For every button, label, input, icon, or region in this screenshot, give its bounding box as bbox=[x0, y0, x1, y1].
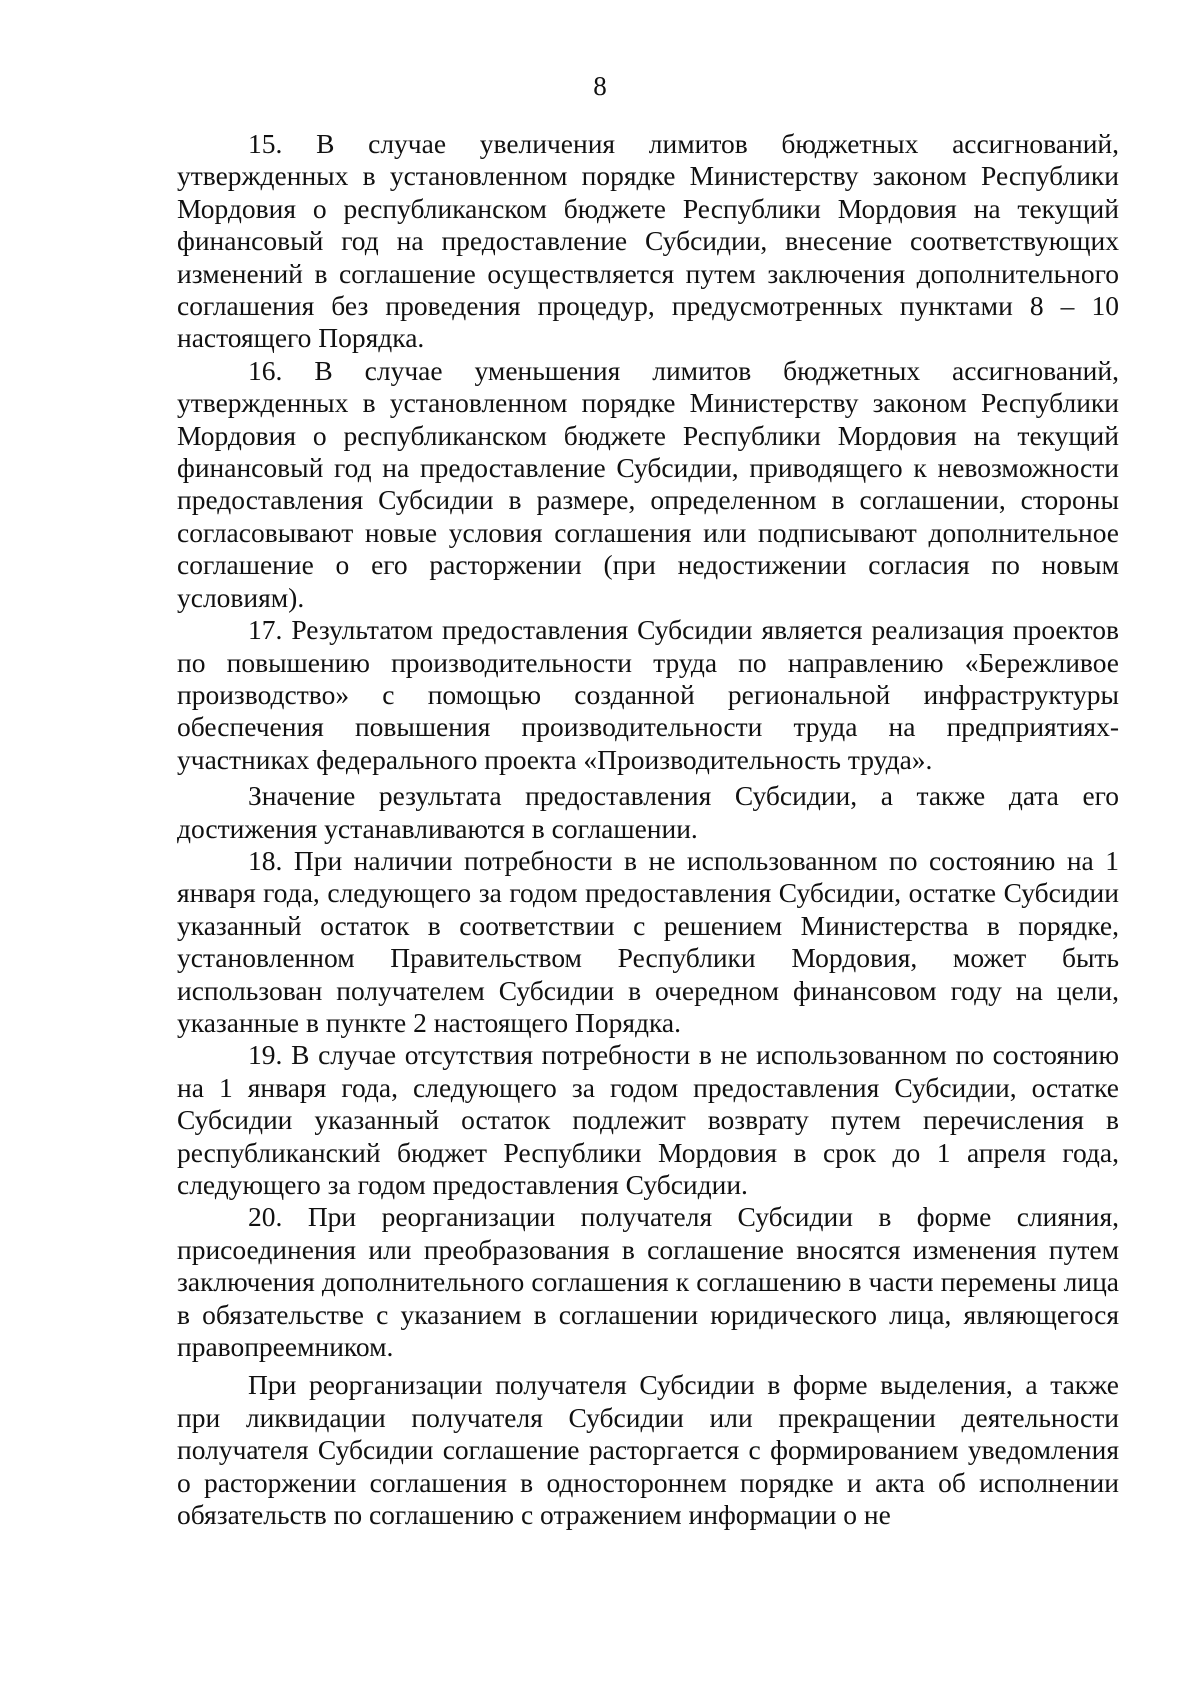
paragraph-16: 16. В случае уменьшения лимитов бюджетных ассигнований, утвержденных в установленном порядке Министерству законом Республики Мордовия о республиканском бюджете Республики Мордовия на текущий финансовый год на предоставление Субсидии, приводящего к невозможности предоставления Субсидии в размере, определенном в соглашении, стороны согласовывают новые условия соглашения или подписывают дополнительное соглашение о его расторжении (при недостижении согласия по новым условиям). bbox=[177, 354, 1119, 613]
paragraph-18: 18. При наличии потребности в не использованном по состоянию на 1 января года, следующего за годом предоставления Субсидии, остатке Субсидии указанный остаток в соответствии с решением Министерства в порядке, установленном Правительством Республики Мордовия, может быть использован получателем Субсидии в очередном финансовом году на цели, указанные в пункте 2 настоящего Порядка. bbox=[177, 844, 1119, 1038]
paragraph-20-reorganization: При реорганизации получателя Субсидии в форме выделения, а также при ликвидации получателя Субсидии или прекращении деятельности получателя Субсидии соглашение расторгается с формированием уведомления о расторжении соглашения в одностороннем порядке и акта об исполнении обязательств по соглашению с отражением информации о не bbox=[177, 1369, 1119, 1531]
paragraph-19: 19. В случае отсутствия потребности в не использованном по состоянию на 1 января года, следующего за годом предоставления Субсидии, остатке Субсидии указанный остаток подлежит возврату путем перечисления в республиканский бюджет Республики Мордовия в срок до 1 апреля года, следующего за годом предоставления Субсидии. bbox=[177, 1039, 1119, 1200]
paragraph-17: 17. Результатом предоставления Субсидии является реализация проектов по повышению производительности труда по направлению «Бережливое производство» с помощью созданной региональной инфраструктуры обеспечения повышения производительности труда на предприятиях-участниках федерального проекта «Производительность труда». bbox=[177, 614, 1119, 775]
page-number: 8 bbox=[593, 71, 607, 101]
document-body bbox=[177, 128, 1119, 1531]
paragraph-20: 20. При реорганизации получателя Субсидии в форме слияния, присоединения или преобразования в соглашение вносятся изменения путем заключения дополнительного соглашения к соглашению в части перемены лица в обязательстве с указанием в соглашении юридического лица, являющегося правопреемником. bbox=[177, 1201, 1119, 1363]
paragraph-15: 15. В случае увеличения лимитов бюджетных ассигнований, утвержденных в установленном порядке Министерству законом Республики Мордовия о республиканском бюджете Республики Мордовия на текущий финансовый год на предоставление Субсидии, внесение соответствующих изменений в соглашение осуществляется путем заключения дополнительного соглашения без проведения процедур, предусмотренных пунктами 8 – 10 настоящего Порядка. bbox=[177, 128, 1119, 354]
paragraph-17-result-value: Значение результата предоставления Субсидии, а также дата его достижения устанавливаются в соглашении. bbox=[177, 780, 1119, 844]
